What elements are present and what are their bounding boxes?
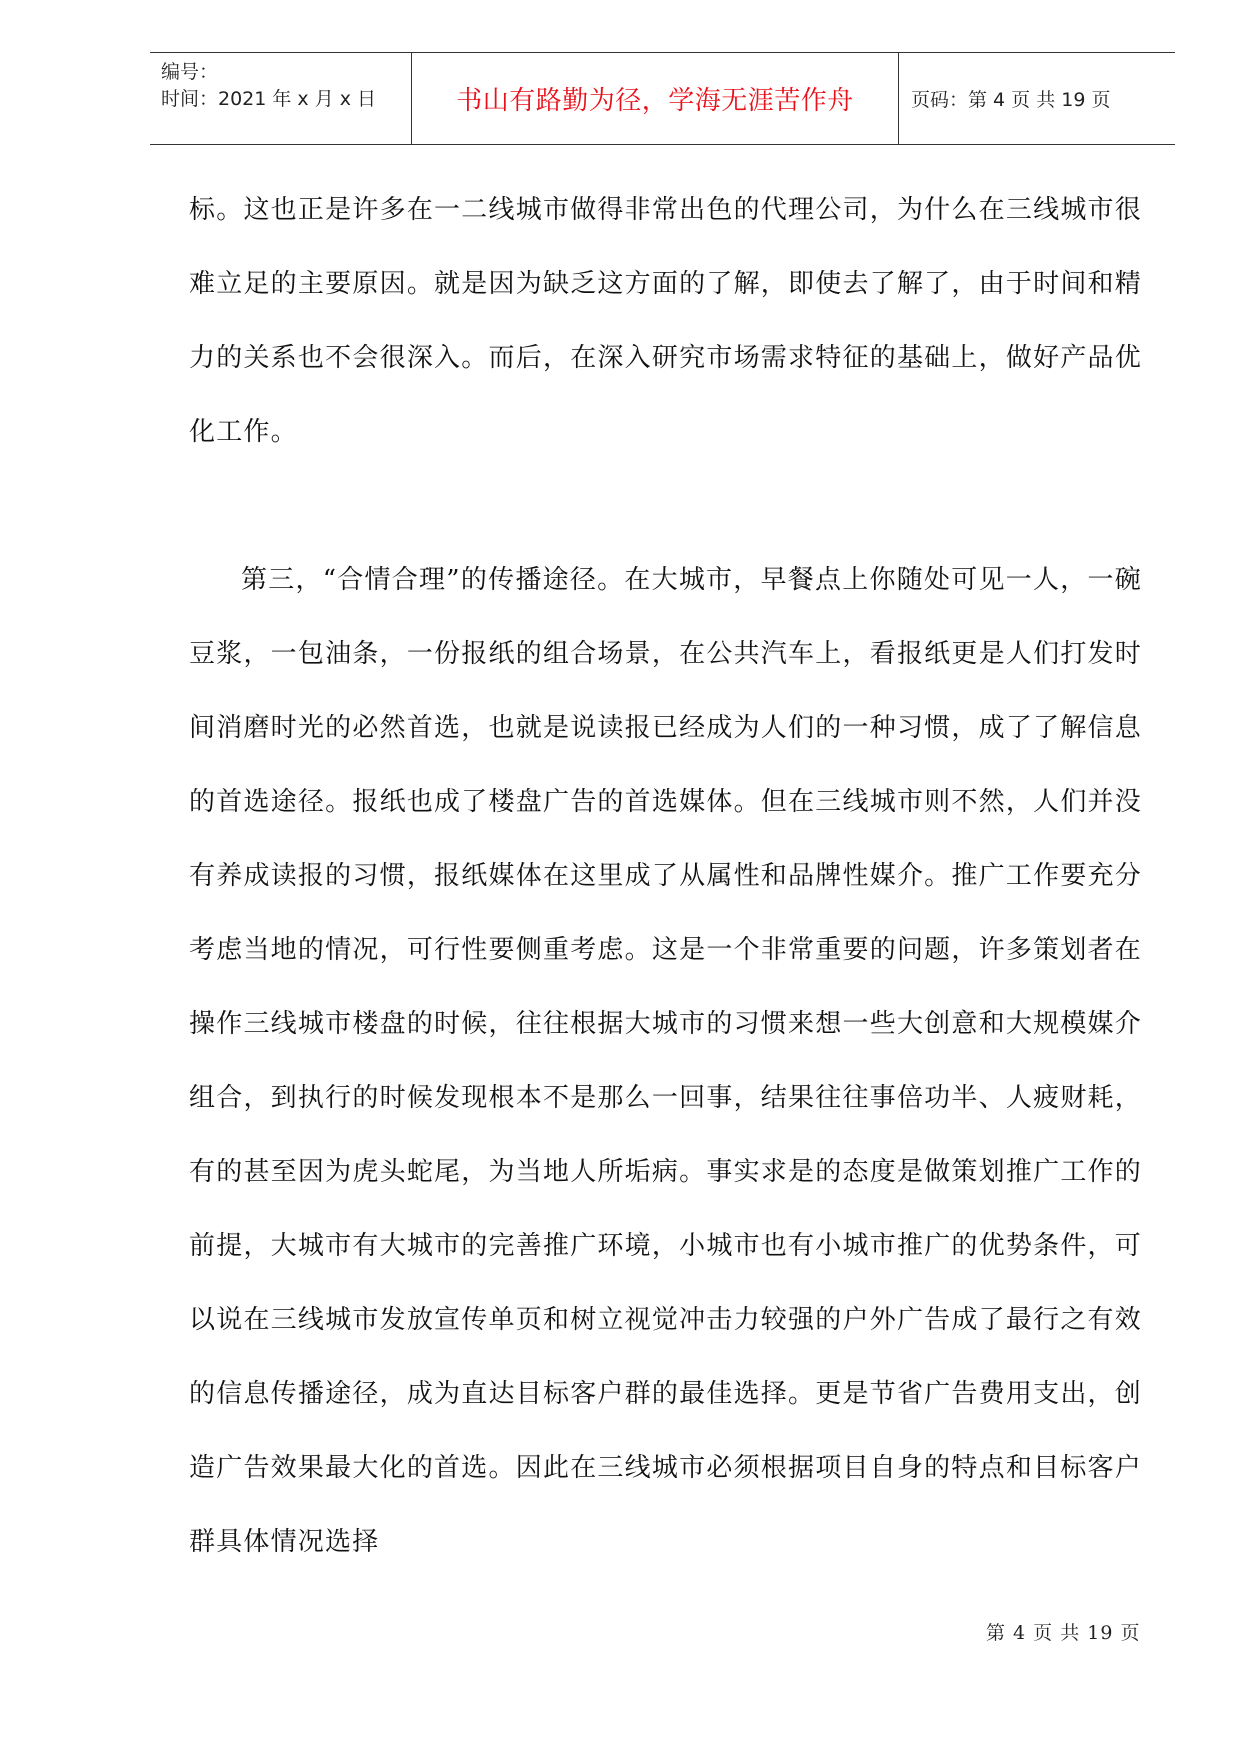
document-number-label: 编号： [161,61,219,83]
page-header [150,52,1175,145]
document-date: 时间：2021 年 x 月 x 日 [161,88,377,110]
body-paragraph: 第三，“合情合理”的传播途径。在大城市，早餐点上你随处可见一人，一碗豆浆，一包油条，一份报纸的组合场景，在公共汽车上，看报纸更是人们打发时间消磨时光的必然首选，也就是说读报已经成为人们的一种习惯，成了了解信息的首选途径。报纸也成了楼盘广告的首选媒体。但在三线城市则不然，人们并没有养成读报的习惯，报纸媒体在这里成了从属性和品牌性媒介。推广工作要充分考虑当地的情况，可行性要侧重考虑。这是一个非常重要的问题，许多策划者在操作三线城市楼盘的时候，往往根据大城市的习惯来想一些大创意和大规模媒介组合，到执行的时候发现根本不是那么一回事，结果往往事倍功半、人疲财耗，有的甚至因为虎头蛇尾，为当地人所垢病。事实求是的态度是做策划推广工作的前提，大城市有大城市的完善推广环境，小城市也有小城市推广的优势条件，可以说在三线城市发放宣传单页和树立视觉冲击力较强的户外广告成了最行之有效的信息传播途径，成为直达目标客户群的最佳选择。更是节省广告费用支出，创造广告效果最大化的首选。因此在三线城市必须根据项目自身的特点和目标客户群具体情况选择 [189,565,1142,1557]
header-page-number: 页码：第 4 页 共 19 页 [911,89,1111,111]
header-motto: 书山有路勤为径，学海无涯苦作舟 [412,53,899,144]
body-paragraph: 标。这也正是许多在一二线城市做得非常出色的代理公司，为什么在三线城市很难立足的主要原因。就是因为缺乏这方面的了解，即使去了解了，由于时间和精力的关系也不会很深入。而后，在深入研究市场需求特征的基础上，做好产品优化工作。 [189,195,1142,447]
page-footer: 第 4 页 共 19 页 [986,1622,1141,1644]
document-body [189,173,1142,1579]
header-meta [150,53,412,144]
